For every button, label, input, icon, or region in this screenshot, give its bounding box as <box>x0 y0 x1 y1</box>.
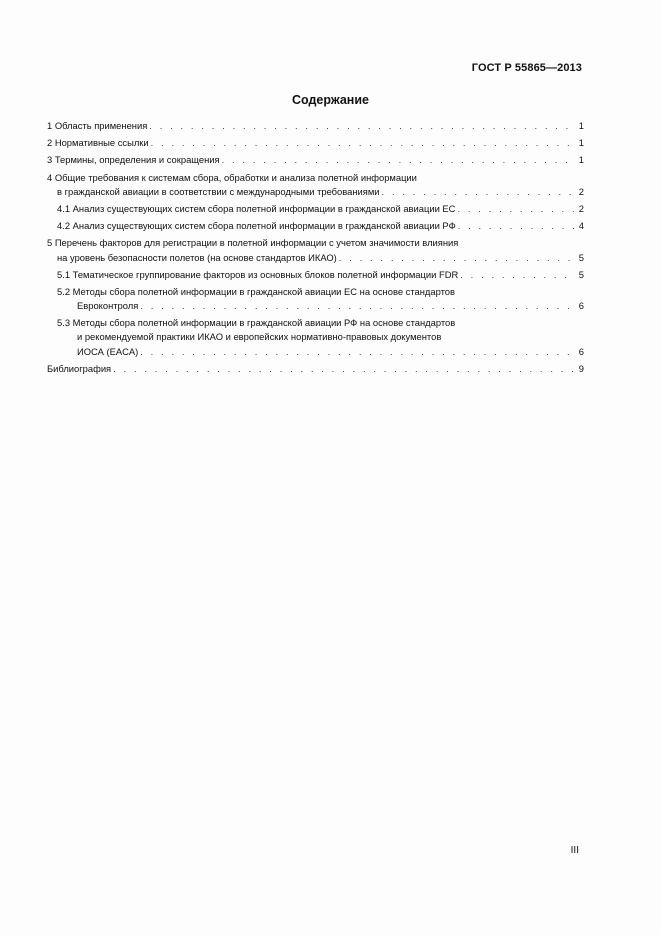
leader-dots <box>113 362 575 376</box>
toc-entry-text: Библиография <box>47 362 112 374</box>
toc-entry-text-line1: 4 Общие требования к системам сбора, обработки и анализа полетной информации <box>47 171 417 183</box>
toc-entry-text: 4.2 Анализ существующих систем сбора полетной информации в гражданской авиации РФ <box>57 220 456 232</box>
toc-entry-1[interactable] <box>47 119 584 133</box>
toc-entry-text-line2: в гражданской авиации в соответствии с международными требованиями <box>57 185 380 197</box>
leader-dots <box>458 219 575 233</box>
standard-header: ГОСТ Р 55865—2013 <box>471 62 582 74</box>
toc-entry-5[interactable] <box>47 236 584 264</box>
leader-dots <box>140 345 575 359</box>
toc-page-number: 6 <box>578 300 584 312</box>
toc-entry-5-3[interactable] <box>47 316 584 359</box>
toc-entry-text-line1: 5 Перечень факторов для регистрации в полетной информации с учетом значимости влияния <box>47 237 459 249</box>
toc-page-number: 2 <box>578 185 584 197</box>
toc-page-number: 4 <box>578 220 584 232</box>
toc-entry-5-1[interactable] <box>47 268 584 282</box>
toc-entry-text-line2: на уровень безопасности полетов (на основе стандартов ИКАО) <box>57 251 337 263</box>
toc-entry-text-line1: 5.2 Методы сбора полетной информации в гражданской авиации ЕС на основе стандартов <box>57 285 455 297</box>
toc-page-number: 6 <box>578 345 584 357</box>
toc-page-number: 5 <box>578 268 584 280</box>
toc-entry-text: 5.1 Тематическое группирование факторов из основных блоков полетной информации FDR <box>57 268 459 280</box>
toc-entry-4-1[interactable] <box>47 202 584 216</box>
page-title: Содержание <box>291 93 369 107</box>
table-of-contents <box>47 119 584 376</box>
toc-entry-text-line2: Евроконтроля <box>77 300 139 312</box>
toc-entry-3[interactable] <box>47 153 584 167</box>
page-number: III <box>570 845 579 856</box>
toc-page-number: 9 <box>578 362 584 374</box>
leader-dots <box>460 268 575 282</box>
leader-dots <box>222 153 575 167</box>
toc-page-number: 1 <box>578 154 584 166</box>
leader-dots <box>151 136 575 150</box>
leader-dots <box>140 299 575 313</box>
toc-entry-text-line3: ИОСА (EACA) <box>77 345 139 357</box>
toc-page-number: 1 <box>578 137 584 149</box>
toc-entry-text: 3 Термины, определения и сокращения <box>47 154 220 166</box>
toc-entry-2[interactable] <box>47 136 584 150</box>
toc-entry-text: 1 Область применения <box>47 120 148 131</box>
toc-page-number: 1 <box>578 120 584 131</box>
toc-entry-text-line2: и рекомендуемой практики ИКАО и европейских нормативно-правовых документов <box>77 331 442 343</box>
toc-entry-bibliography[interactable] <box>47 362 584 376</box>
toc-entry-5-2[interactable] <box>47 285 584 313</box>
leader-dots <box>457 202 575 216</box>
toc-page-number: 2 <box>578 202 584 214</box>
toc-page-number: 5 <box>578 251 584 263</box>
toc-entry-text-line1: 5.3 Методы сбора полетной информации в гражданской авиации РФ на основе стандартов <box>57 317 456 329</box>
leader-dots <box>382 185 575 199</box>
leader-dots <box>149 119 575 133</box>
toc-entry-4[interactable] <box>47 171 584 199</box>
toc-entry-text: 4.1 Анализ существующих систем сбора полетной информации в гражданской авиации ЕС <box>57 202 456 214</box>
toc-entry-text: 2 Нормативные ссылки <box>47 137 149 149</box>
leader-dots <box>339 251 575 265</box>
toc-entry-4-2[interactable] <box>47 219 584 233</box>
